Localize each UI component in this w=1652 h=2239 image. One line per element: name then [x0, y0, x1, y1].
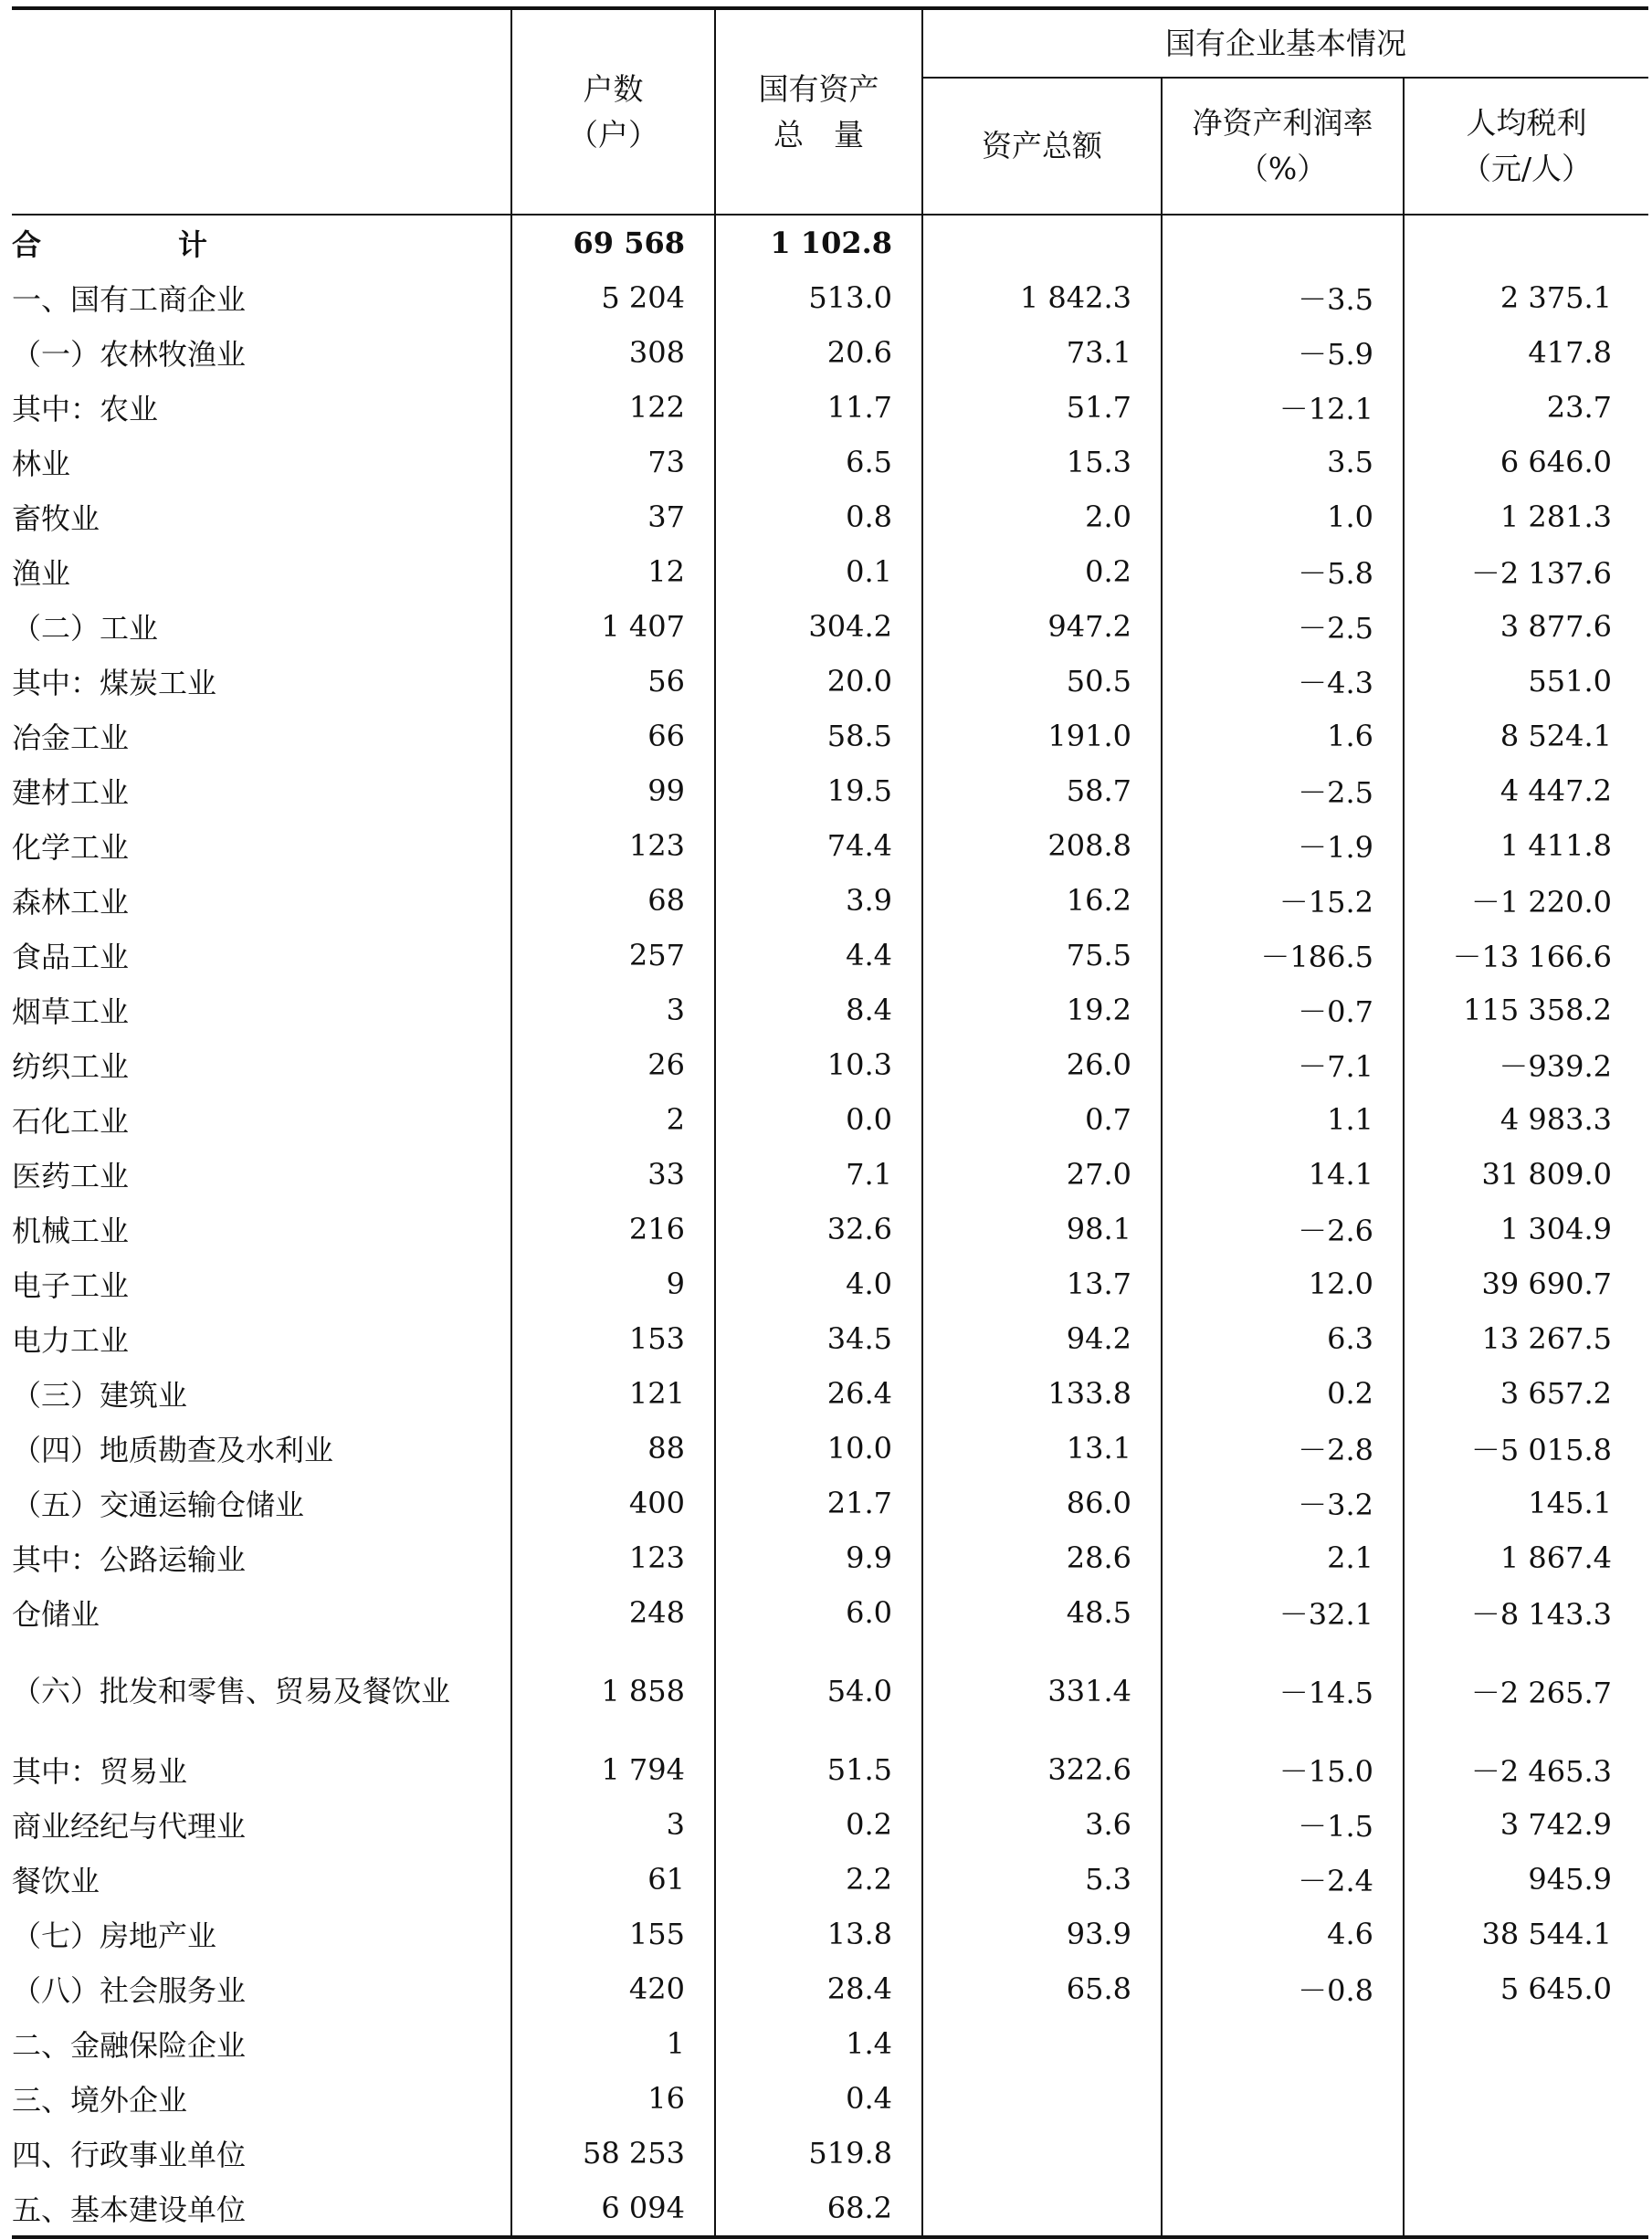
row-total-assets: 27.0: [922, 1147, 1162, 1202]
row-households: 5 204: [511, 270, 715, 325]
row-profit-rate: －1.9: [1162, 818, 1404, 873]
row-profit-rate: 4.6: [1162, 1907, 1404, 1961]
row-profit-rate: －2.8: [1162, 1421, 1404, 1476]
table-row: [12, 1797, 1648, 1852]
row-households: 56: [511, 654, 715, 709]
row-households: 73: [511, 435, 715, 489]
table-row: [12, 270, 1648, 325]
header-profit-rate-unit: （%）: [1237, 151, 1328, 186]
row-state-assets: 0.2: [715, 1797, 922, 1852]
row-name: 化学工业: [12, 830, 130, 865]
row-name: 电子工业: [12, 1268, 130, 1303]
table-row: [12, 1961, 1648, 2016]
row-total-assets: 0.2: [922, 544, 1162, 599]
row-state-assets: 26.4: [715, 1366, 922, 1421]
table-row: [12, 2181, 1648, 2237]
row-tax-per-capita: 8 524.1: [1404, 709, 1648, 763]
row-profit-rate: －0.7: [1162, 983, 1404, 1037]
row-households: 12: [511, 544, 715, 599]
row-households: 99: [511, 763, 715, 818]
row-profit-rate: 0.2: [1162, 1366, 1404, 1421]
row-tax-per-capita: －2 137.6: [1404, 544, 1648, 599]
row-profit-rate: －15.2: [1162, 873, 1404, 928]
row-total-assets: 208.8: [922, 818, 1162, 873]
row-total-assets: [922, 2016, 1162, 2071]
row-total-assets: 50.5: [922, 654, 1162, 709]
table-row: [12, 435, 1648, 489]
row-name: 仓储业: [12, 1597, 100, 1632]
row-name: 商业经纪与代理业: [12, 1809, 247, 1844]
table-row: [12, 873, 1648, 928]
row-total-assets: [922, 2181, 1162, 2237]
row-households: 123: [511, 1530, 715, 1585]
row-profit-rate: －14.5: [1162, 1640, 1404, 1742]
row-tax-per-capita: 3 657.2: [1404, 1366, 1648, 1421]
statistics-table: [12, 6, 1648, 2239]
row-state-assets: 19.5: [715, 763, 922, 818]
row-state-assets: 10.3: [715, 1037, 922, 1092]
row-state-assets: 4.0: [715, 1256, 922, 1311]
row-profit-rate: [1162, 2071, 1404, 2126]
header-profit-rate: [1162, 78, 1404, 215]
header-state-assets-line2: 总 量: [773, 116, 864, 152]
row-state-assets: 513.0: [715, 270, 922, 325]
row-state-assets: 1.4: [715, 2016, 922, 2071]
total-empty-cell: [922, 215, 1162, 270]
row-households: 26: [511, 1037, 715, 1092]
row-tax-per-capita: 945.9: [1404, 1852, 1648, 1907]
row-households: 122: [511, 380, 715, 435]
row-households: 61: [511, 1852, 715, 1907]
row-households: 88: [511, 1421, 715, 1476]
row-households: 37: [511, 489, 715, 544]
row-profit-rate: 12.0: [1162, 1256, 1404, 1311]
row-name: 林业: [12, 447, 71, 481]
table-header: [12, 8, 1648, 215]
row-total-assets: [922, 2126, 1162, 2181]
row-total-assets: 947.2: [922, 599, 1162, 654]
row-households: 66: [511, 709, 715, 763]
row-name: （八）社会服务业: [12, 1973, 247, 2008]
row-name: 电力工业: [12, 1323, 130, 1358]
table-row: [12, 544, 1648, 599]
row-name: 烟草工业: [12, 994, 130, 1029]
row-name: 建材工业: [12, 775, 130, 810]
row-households: 16: [511, 2071, 715, 2126]
row-profit-rate: －2.5: [1162, 763, 1404, 818]
row-state-assets: 6.5: [715, 435, 922, 489]
row-name: 纺织工业: [12, 1049, 130, 1084]
row-households: 1 407: [511, 599, 715, 654]
row-profit-rate: 1.1: [1162, 1092, 1404, 1147]
row-state-assets: 34.5: [715, 1311, 922, 1366]
row-name: 冶金工业: [12, 720, 130, 755]
row-state-assets: 68.2: [715, 2181, 922, 2237]
row-total-assets: 331.4: [922, 1640, 1162, 1742]
row-tax-per-capita: 4 983.3: [1404, 1092, 1648, 1147]
header-blank-cell: [12, 8, 511, 215]
row-name: 其中：公路运输业: [12, 1542, 247, 1577]
row-state-assets: 6.0: [715, 1585, 922, 1640]
table-row: [12, 1092, 1648, 1147]
row-households: 216: [511, 1202, 715, 1256]
row-households: 3: [511, 983, 715, 1037]
row-tax-per-capita: 1 867.4: [1404, 1530, 1648, 1585]
row-name: 医药工业: [12, 1159, 130, 1193]
row-total-assets: 28.6: [922, 1530, 1162, 1585]
row-tax-per-capita: 3 742.9: [1404, 1797, 1648, 1852]
row-tax-per-capita: 417.8: [1404, 325, 1648, 380]
row-total-assets: 0.7: [922, 1092, 1162, 1147]
header-tax-per-capita-unit: （元/人）: [1460, 151, 1593, 186]
total-row: [12, 215, 1648, 270]
row-state-assets: 20.6: [715, 325, 922, 380]
row-tax-per-capita: [1404, 2181, 1648, 2237]
row-total-assets: 13.7: [922, 1256, 1162, 1311]
row-profit-rate: －2.5: [1162, 599, 1404, 654]
total-households: 69 568: [511, 215, 715, 270]
row-total-assets: 1 842.3: [922, 270, 1162, 325]
row-tax-per-capita: 551.0: [1404, 654, 1648, 709]
row-state-assets: 0.4: [715, 2071, 922, 2126]
row-households: 9: [511, 1256, 715, 1311]
row-name: 餐饮业: [12, 1864, 100, 1898]
row-name: （五）交通运输仓储业: [12, 1487, 305, 1522]
row-tax-per-capita: －1 220.0: [1404, 873, 1648, 928]
row-name: （四）地质勘查及水利业: [12, 1433, 334, 1467]
row-name: 其中：煤炭工业: [12, 666, 217, 700]
row-tax-per-capita: [1404, 2126, 1648, 2181]
header-total-assets: 资产总额: [922, 78, 1162, 215]
row-profit-rate: 1.0: [1162, 489, 1404, 544]
row-name: 石化工业: [12, 1104, 130, 1139]
row-households: 68: [511, 873, 715, 928]
row-total-assets: 133.8: [922, 1366, 1162, 1421]
row-tax-per-capita: [1404, 2016, 1648, 2071]
row-tax-per-capita: 13 267.5: [1404, 1311, 1648, 1366]
table-row: [12, 325, 1648, 380]
table-row: [12, 818, 1648, 873]
row-profit-rate: 14.1: [1162, 1147, 1404, 1202]
table-row: [12, 1421, 1648, 1476]
table-row: [12, 1202, 1648, 1256]
row-total-assets: 98.1: [922, 1202, 1162, 1256]
row-tax-per-capita: 2 375.1: [1404, 270, 1648, 325]
table-body: [12, 215, 1648, 2237]
row-profit-rate: －4.3: [1162, 654, 1404, 709]
row-households: 1 858: [511, 1640, 715, 1742]
row-households: 257: [511, 928, 715, 983]
row-profit-rate: －2.6: [1162, 1202, 1404, 1256]
row-profit-rate: －7.1: [1162, 1037, 1404, 1092]
row-tax-per-capita: 3 877.6: [1404, 599, 1648, 654]
row-tax-per-capita: －5 015.8: [1404, 1421, 1648, 1476]
row-total-assets: 3.6: [922, 1797, 1162, 1852]
row-total-assets: 322.6: [922, 1742, 1162, 1797]
row-profit-rate: －0.8: [1162, 1961, 1404, 2016]
row-tax-per-capita: 39 690.7: [1404, 1256, 1648, 1311]
table-row: [12, 928, 1648, 983]
row-tax-per-capita: [1404, 2071, 1648, 2126]
row-profit-rate: －5.9: [1162, 325, 1404, 380]
row-state-assets: 8.4: [715, 983, 922, 1037]
row-total-assets: 191.0: [922, 709, 1162, 763]
table-row: [12, 1585, 1648, 1640]
row-tax-per-capita: －8 143.3: [1404, 1585, 1648, 1640]
row-profit-rate: －12.1: [1162, 380, 1404, 435]
total-empty-cell: [1162, 215, 1404, 270]
row-households: 308: [511, 325, 715, 380]
header-profit-rate-label: 净资产利润率: [1192, 105, 1373, 141]
row-name: 二、金融保险企业: [12, 2028, 247, 2063]
row-tax-per-capita: 1 411.8: [1404, 818, 1648, 873]
row-households: 1 794: [511, 1742, 715, 1797]
row-households: 2: [511, 1092, 715, 1147]
row-name: 三、境外企业: [12, 2083, 188, 2118]
row-tax-per-capita: 38 544.1: [1404, 1907, 1648, 1961]
row-state-assets: 4.4: [715, 928, 922, 983]
row-total-assets: 65.8: [922, 1961, 1162, 2016]
table-row: [12, 1742, 1648, 1797]
table-row: [12, 654, 1648, 709]
row-households: 153: [511, 1311, 715, 1366]
row-tax-per-capita: 145.1: [1404, 1476, 1648, 1530]
header-tax-per-capita-label: 人均税利: [1466, 105, 1587, 141]
header-tax-per-capita: [1404, 78, 1648, 215]
row-profit-rate: [1162, 2016, 1404, 2071]
row-tax-per-capita: 5 645.0: [1404, 1961, 1648, 2016]
table-row: [12, 1530, 1648, 1585]
total-label: [12, 215, 511, 270]
row-name: （六）批发和零售、贸易及餐饮业: [12, 1674, 451, 1708]
row-name: 食品工业: [12, 940, 130, 974]
row-name: 其中：贸易业: [12, 1754, 188, 1789]
header-households-unit: （户）: [568, 116, 658, 152]
row-profit-rate: －1.5: [1162, 1797, 1404, 1852]
row-tax-per-capita: 1 304.9: [1404, 1202, 1648, 1256]
row-total-assets: 2.0: [922, 489, 1162, 544]
table-row: [12, 1147, 1648, 1202]
row-state-assets: 7.1: [715, 1147, 922, 1202]
total-label-b: 计: [178, 227, 208, 262]
table-row: [12, 2071, 1648, 2126]
row-tax-per-capita: 4 447.2: [1404, 763, 1648, 818]
table-row: [12, 599, 1648, 654]
table-row: [12, 1852, 1648, 1907]
table-row: [12, 1256, 1648, 1311]
row-profit-rate: 1.6: [1162, 709, 1404, 763]
row-profit-rate: －2.4: [1162, 1852, 1404, 1907]
row-profit-rate: －5.8: [1162, 544, 1404, 599]
row-name: 一、国有工商企业: [12, 282, 247, 317]
table-row: [12, 1366, 1648, 1421]
table-row: [12, 983, 1648, 1037]
row-profit-rate: 2.1: [1162, 1530, 1404, 1585]
total-assets: 1 102.8: [715, 215, 922, 270]
row-tax-per-capita: 6 646.0: [1404, 435, 1648, 489]
row-profit-rate: 6.3: [1162, 1311, 1404, 1366]
row-tax-per-capita: 23.7: [1404, 380, 1648, 435]
row-state-assets: 54.0: [715, 1640, 922, 1742]
row-name: 机械工业: [12, 1214, 130, 1248]
row-tax-per-capita: 115 358.2: [1404, 983, 1648, 1037]
row-total-assets: 13.1: [922, 1421, 1162, 1476]
row-households: 400: [511, 1476, 715, 1530]
row-total-assets: 19.2: [922, 983, 1162, 1037]
row-households: 1: [511, 2016, 715, 2071]
header-households: [511, 8, 715, 215]
row-total-assets: 93.9: [922, 1907, 1162, 1961]
table-row: [12, 709, 1648, 763]
row-tax-per-capita: －939.2: [1404, 1037, 1648, 1092]
row-profit-rate: －3.5: [1162, 270, 1404, 325]
header-state-assets-line1: 国有资产: [758, 70, 879, 107]
total-empty-cell: [1404, 215, 1648, 270]
row-state-assets: 28.4: [715, 1961, 922, 2016]
row-name: 五、基本建设单位: [12, 2192, 247, 2227]
row-name: （二）工业: [12, 611, 159, 646]
row-households: 123: [511, 818, 715, 873]
row-households: 248: [511, 1585, 715, 1640]
table-row: [12, 1476, 1648, 1530]
table-row: [12, 763, 1648, 818]
row-state-assets: 304.2: [715, 599, 922, 654]
row-state-assets: 74.4: [715, 818, 922, 873]
row-name: （三）建筑业: [12, 1378, 188, 1413]
row-profit-rate: －15.0: [1162, 1742, 1404, 1797]
row-name: （一）农林牧渔业: [12, 337, 247, 372]
row-name: 渔业: [12, 556, 71, 591]
row-households: 3: [511, 1797, 715, 1852]
table-row: [12, 380, 1648, 435]
row-profit-rate: [1162, 2126, 1404, 2181]
row-total-assets: [922, 2071, 1162, 2126]
table-row: [12, 2016, 1648, 2071]
row-total-assets: 26.0: [922, 1037, 1162, 1092]
row-total-assets: 75.5: [922, 928, 1162, 983]
table-row: [12, 1907, 1648, 1961]
total-label-a: 合: [12, 227, 42, 262]
row-total-assets: 48.5: [922, 1585, 1162, 1640]
row-state-assets: 10.0: [715, 1421, 922, 1476]
row-state-assets: 13.8: [715, 1907, 922, 1961]
row-total-assets: 94.2: [922, 1311, 1162, 1366]
row-households: 155: [511, 1907, 715, 1961]
row-households: 420: [511, 1961, 715, 2016]
row-tax-per-capita: 31 809.0: [1404, 1147, 1648, 1202]
table-row: [12, 489, 1648, 544]
row-households: 33: [511, 1147, 715, 1202]
row-state-assets: 3.9: [715, 873, 922, 928]
row-profit-rate: －186.5: [1162, 928, 1404, 983]
row-total-assets: 15.3: [922, 435, 1162, 489]
row-state-assets: 20.0: [715, 654, 922, 709]
row-state-assets: 21.7: [715, 1476, 922, 1530]
row-profit-rate: －32.1: [1162, 1585, 1404, 1640]
table-row: [12, 2126, 1648, 2181]
table-row: [12, 1311, 1648, 1366]
row-profit-rate: －3.2: [1162, 1476, 1404, 1530]
row-state-assets: 519.8: [715, 2126, 922, 2181]
row-state-assets: 0.1: [715, 544, 922, 599]
row-total-assets: 58.7: [922, 763, 1162, 818]
row-total-assets: 5.3: [922, 1852, 1162, 1907]
row-profit-rate: [1162, 2181, 1404, 2237]
row-total-assets: 16.2: [922, 873, 1162, 928]
row-state-assets: 0.0: [715, 1092, 922, 1147]
row-name: 四、行政事业单位: [12, 2138, 247, 2172]
row-name: 其中：农业: [12, 392, 159, 426]
row-state-assets: 32.6: [715, 1202, 922, 1256]
row-profit-rate: 3.5: [1162, 435, 1404, 489]
row-name: 森林工业: [12, 885, 130, 920]
table-row: [12, 1640, 1648, 1742]
row-households: 58 253: [511, 2126, 715, 2181]
row-state-assets: 51.5: [715, 1742, 922, 1797]
row-name: （七）房地产业: [12, 1918, 217, 1953]
row-name: 畜牧业: [12, 501, 100, 536]
row-state-assets: 9.9: [715, 1530, 922, 1585]
row-total-assets: 86.0: [922, 1476, 1162, 1530]
row-tax-per-capita: －2 465.3: [1404, 1742, 1648, 1797]
header-state-assets: [715, 8, 922, 215]
row-state-assets: 11.7: [715, 380, 922, 435]
row-state-assets: 58.5: [715, 709, 922, 763]
table-row: [12, 1037, 1648, 1092]
row-state-assets: 0.8: [715, 489, 922, 544]
row-tax-per-capita: －13 166.6: [1404, 928, 1648, 983]
row-total-assets: 51.7: [922, 380, 1162, 435]
row-tax-per-capita: 1 281.3: [1404, 489, 1648, 544]
row-tax-per-capita: －2 265.7: [1404, 1640, 1648, 1742]
row-households: 121: [511, 1366, 715, 1421]
row-households: 6 094: [511, 2181, 715, 2237]
row-state-assets: 2.2: [715, 1852, 922, 1907]
row-total-assets: 73.1: [922, 325, 1162, 380]
header-group-soe-basics: 国有企业基本情况: [922, 8, 1648, 78]
header-households-label: 户数: [583, 70, 644, 107]
